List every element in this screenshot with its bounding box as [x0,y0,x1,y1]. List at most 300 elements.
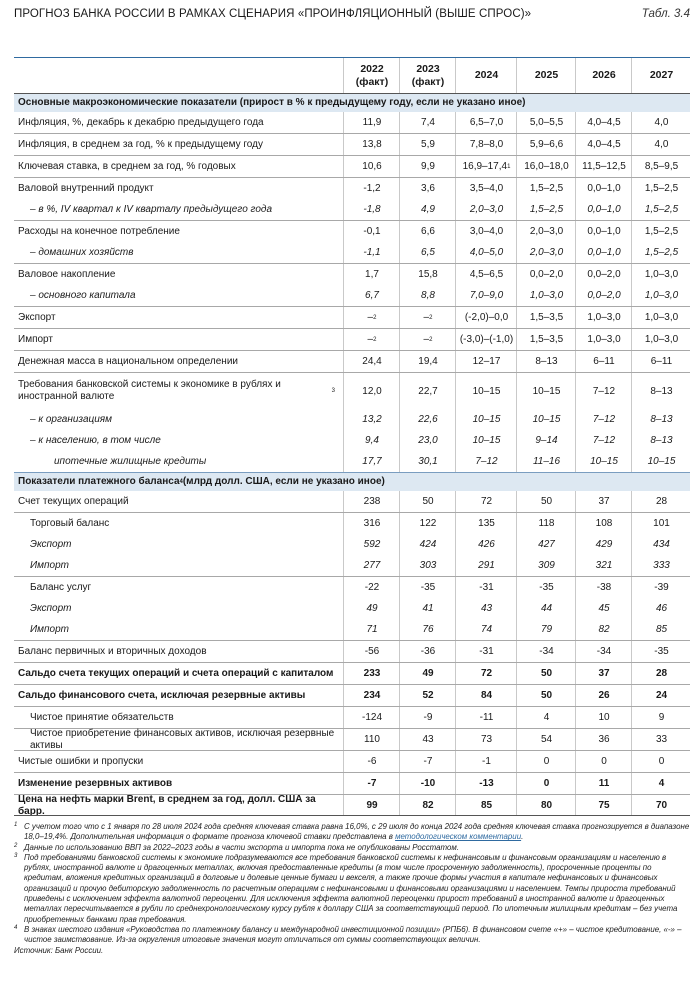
cell-2023 [399,156,456,177]
cell-2022 [343,134,400,155]
cell-value: 333 [653,560,670,571]
table-row [14,112,690,133]
cell-2025 [516,451,576,472]
cell-2025 [516,199,576,220]
cell-value: 4 [543,712,550,723]
cell-2025 [516,264,576,285]
row-label [30,707,335,728]
cell-value: 0 [543,756,550,767]
section-title-rest: (млрд долл. США, если не указано иное) [182,476,385,487]
row-label [18,178,335,199]
table-number: Табл. 3.4 [641,8,690,20]
cell-value: 10–15 [590,456,618,467]
row-label-text: Денежная масса в национальном определении [18,355,238,367]
row-label-text: Сальдо финансового счета, исключая резервные активы [18,689,306,701]
cell-2027 [631,707,691,728]
row-label-text: Инфляция, %, декабрь к декабрю предыдущего года [18,116,264,128]
cell-2024 [455,534,517,555]
row-label-text: Инфляция, в среднем за год, % к предыдущему году [18,138,263,150]
cell-2027 [631,663,691,684]
section-header [14,94,690,112]
cell-value: 424 [419,539,437,550]
table-row [14,306,690,328]
cell-2023 [399,199,456,220]
cell-2027 [631,242,691,263]
cell-2024 [455,178,517,199]
cell-2026 [575,178,632,199]
table-row [14,263,690,285]
cell-value: 13,8 [362,139,382,150]
cell-2026 [575,199,632,220]
cell-value: 2,0–3,0 [529,226,564,237]
cell-2022 [343,451,400,472]
cell-2022: – 2 [343,307,400,328]
row-label-text: Чистое приобретение финансовых активов, исключая резервные активы [30,727,335,751]
cell-value: 80 [540,800,553,811]
cell-2022 [343,430,400,451]
cell-2023 [399,795,456,816]
cell-2024 [455,663,517,684]
cell-value: 0,0–1,0 [587,183,621,194]
cell-2023 [399,373,456,409]
table-row [14,662,690,684]
cell-value: 45 [598,603,610,614]
cell-2026 [575,221,632,242]
cell-value: 85 [655,624,668,635]
cell-value: – [423,334,430,345]
table-row [14,199,690,220]
table-row [14,220,690,242]
cell-2027 [631,112,691,133]
cell-2022 [343,729,400,750]
row-label [18,156,335,177]
cell-value: -31 [479,646,494,657]
row-label [30,199,335,220]
cell-2026 [575,534,632,555]
cell-value: 1,7 [365,269,379,280]
cell-2023: – 2 [399,307,456,328]
footnote-text: Данные по использованию ВВП за 2022–2023 годы в части экспорта и импорта пока не опубликованы Росстатом. [24,842,460,852]
row-label [30,242,335,263]
cell-2027 [631,199,691,220]
cell-2026 [575,307,632,328]
cell-value: 26 [598,690,610,701]
row-label-text: Чистое принятие обязательств [30,711,174,723]
cell-2027 [631,178,691,199]
cell-2024 [455,430,517,451]
column-header-row [14,58,690,93]
cell-2022 [343,178,400,199]
cell-2025 [516,729,576,750]
row-label-text: Счет текущих операций [18,495,129,507]
cell-2027 [631,513,691,534]
cell-2026 [575,685,632,706]
footnote-text: В знаках шестого издания «Руководства по платежному балансу и международной инвестиционной позиции» (РПБ6). В финансовом счете «+» – чистое кредитование, «-» – чистое заимствование. Из-за округления итоговые значения могут отличаться от суммы соответствующих величин. [24,924,682,945]
cell-2026 [575,795,632,816]
cell-2022 [343,773,400,794]
footnote-number: 1 [14,822,18,828]
cell-value: 30,1 [418,456,438,467]
cell-value: 6,5–7,0 [469,117,504,128]
cell-value: 5,0–5,5 [529,117,564,128]
row-label-text: Баланс услуг [30,581,92,593]
cell-2026 [575,264,632,285]
table-row [14,534,690,555]
cell-2024: 16,9–17,4 1 [455,156,517,177]
column-year: 2024 [474,69,499,81]
cell-value: 233 [363,668,381,679]
cell-value: 72 [480,668,493,679]
cell-value: -31 [479,582,494,593]
row-label [18,663,335,684]
cell-2022 [343,555,400,576]
cell-value: – [367,312,374,323]
cell-value: 8,8 [421,290,435,301]
cell-value: 12–17 [472,356,501,367]
cell-2027 [631,598,691,619]
cell-2027 [631,221,691,242]
table-row [14,285,690,306]
footnote-tail: . [521,832,524,842]
cell-value: 316 [363,518,381,529]
cell-value: 16,0–18,0 [524,161,569,172]
cell-value: 10 [598,712,610,723]
cell-value: 592 [363,539,381,550]
cell-value: 49 [422,668,434,679]
cell-value: 43 [422,734,434,745]
cell-value: -34 [596,646,612,657]
row-label-text: – в %, IV квартал к IV кварталу предыдущего года [30,203,273,215]
row-label-text: Расходы на конечное потребление [18,225,180,237]
cell-value: 0,0–1,0 [587,226,621,237]
cell-2025 [516,221,576,242]
row-label [18,641,335,662]
cell-value: 1,5–2,5 [529,204,564,215]
cell-2026 [575,156,632,177]
row-label [30,729,335,750]
cell-2024 [455,329,517,350]
cell-2022 [343,513,400,534]
cell-2025 [516,178,576,199]
cell-2027 [631,555,691,576]
row-label [30,555,335,576]
bottom-rule [14,815,690,816]
cell-2022 [343,221,400,242]
cell-value: 1,5–2,5 [644,204,679,215]
cell-2023 [399,707,456,728]
cell-value: 3,5–4,0 [469,183,504,194]
footnote-number: 4 [14,924,18,931]
cell-value: 303 [419,560,437,571]
cell-value: 1,5–2,5 [644,183,679,194]
row-label-text: Цена на нефть марки Brent, в среднем за год, долл. США за барр. [18,793,316,817]
table-row [14,728,690,750]
cell-value: 1,0–3,0 [529,290,564,301]
cell-value: 3,0–4,0 [469,226,504,237]
cell-value: 1,0–3,0 [644,290,679,301]
methodology-link[interactable]: методологическом комментарии [395,832,522,842]
cell-2024 [455,555,517,576]
cell-value: 84 [480,690,493,701]
section-title-text: Показатели платежного баланса [18,476,180,487]
column-subtitle: (факт) [411,75,445,88]
cell-value: -13 [479,778,494,789]
cell-value: 49 [366,603,378,614]
column-header-2027 [631,58,691,93]
footnote-4 [14,925,692,946]
cell-2026 [575,641,632,662]
cell-2026 [575,707,632,728]
cell-2027 [631,264,691,285]
footnote-2 [14,843,692,853]
cell-2024 [455,264,517,285]
cell-value: 6,7 [365,290,379,301]
cell-2023: – 2 [399,329,456,350]
table-row [14,372,690,409]
cell-value: 11–16 [532,456,561,467]
cell-value: 15,8 [418,269,438,280]
cell-2027 [631,373,691,409]
cell-value: 10–15 [532,414,561,425]
column-header-2023 [399,58,456,93]
cell-value: -35 [654,646,669,657]
column-subtitle: (факт) [355,75,389,88]
cell-value: 50 [540,668,553,679]
table-body [14,94,690,816]
cell-value: 43 [480,603,493,614]
cell-value: -35 [420,582,436,593]
cell-value: 10–15 [532,385,561,397]
cell-2026 [575,577,632,598]
row-label [18,773,335,794]
cell-2024 [455,773,517,794]
cell-2023 [399,351,456,372]
cell-value: 291 [478,560,495,571]
cell-2026 [575,451,632,472]
table-row [14,794,690,816]
cell-value: -9 [423,712,433,723]
cell-2023 [399,641,456,662]
cell-2023 [399,598,456,619]
cell-2026 [575,430,632,451]
footnote-number: 3 [14,852,18,859]
table-row [14,576,690,598]
footnote-text: С учетом того что с 1 января по 28 июля 2024 года средняя ключевая ставка равна 16,0%, с 29 июля до конца 2024 года средняя ключевая ставка прогнозируется в диапазоне 18,0–19,4%. Дополнительная информация о формате прогноза ключевой ставки представлена в [24,822,690,842]
row-label-text: Экспорт [30,602,72,614]
row-label-text: Требования банковской системы к экономике в рублях и иностранной валюте [18,379,281,402]
row-label [30,577,335,598]
footnote-3 [14,853,692,925]
row-label [18,307,335,328]
cell-value: 6–11 [593,356,615,367]
cell-2027 [631,409,691,430]
cell-value: 4,0 [654,117,669,128]
cell-2023 [399,729,456,750]
cell-value: 10–15 [472,385,501,397]
cell-2022 [343,285,400,306]
cell-2026 [575,619,632,640]
cell-2024 [455,795,517,816]
cell-value: 101 [653,518,670,529]
cell-value: 0 [543,778,550,789]
cell-2025 [516,491,576,512]
cell-2027 [631,285,691,306]
cell-value: -1,1 [363,247,381,258]
cell-value: 73 [480,734,493,745]
cell-value: 10–15 [472,435,501,446]
cell-value: 0,0–2,0 [587,290,621,301]
cell-2027 [631,451,691,472]
cell-value: 4,0–4,5 [587,117,621,128]
column-header-2024 [455,58,517,93]
row-label [18,112,335,133]
table-row [14,430,690,451]
row-label [18,351,335,372]
table-row [14,155,690,177]
cell-value: 2,0–3,0 [529,247,564,258]
cell-2026 [575,112,632,133]
cell-2026 [575,513,632,534]
cell-2023 [399,577,456,598]
row-label-text: Экспорт [30,538,72,550]
cell-value: 8–13 [650,414,673,425]
cell-value: 0 [601,756,607,767]
cell-value: 4,5–6,5 [469,269,504,280]
row-label-text: Сальдо счета текущих операций и счета операций с капиталом [18,667,334,679]
cell-value: 1,0–3,0 [644,269,679,280]
cell-2027 [631,534,691,555]
cell-value: 8,5–9,5 [644,161,679,172]
cell-2022 [343,373,400,409]
section-title-text: Основные макроэкономические показатели (прирост в % к предыдущему году, если не указано иное) [18,97,526,108]
cell-2022 [343,751,400,772]
cell-2022 [343,264,400,285]
cell-2025 [516,707,576,728]
cell-2024 [455,729,517,750]
cell-2024 [455,619,517,640]
cell-2022 [343,156,400,177]
cell-value: 10,6 [362,161,382,172]
cell-value: 11,5–12,5 [582,161,626,172]
cell-2025 [516,598,576,619]
cell-value: 10–15 [647,456,676,467]
cell-value: 22,6 [418,414,438,425]
cell-2027 [631,351,691,372]
cell-value: 4 [658,778,665,789]
footnote-1 [14,822,692,843]
cell-2027 [631,685,691,706]
cell-2024 [455,221,517,242]
cell-2022 [343,685,400,706]
cell-value: 434 [653,539,670,550]
row-label [30,285,335,306]
row-label-text: ипотечные жилищные кредиты [54,455,207,467]
cell-value: 3,6 [421,183,435,194]
cell-2026 [575,663,632,684]
column-year: 2025 [534,69,559,81]
cell-2025 [516,285,576,306]
cell-2022 [343,795,400,816]
cell-value: 41 [422,603,434,614]
cell-value: 110 [364,734,380,745]
cell-value: -11 [479,712,494,723]
row-label-text: – домашних хозяйств [30,246,134,258]
cell-value: 36 [598,734,610,745]
cell-value: 1,0–3,0 [587,312,621,323]
row-label-text: Импорт [30,559,69,571]
cell-2026 [575,351,632,372]
column-year: 2026 [592,69,616,81]
cell-value: 6,5 [421,247,435,258]
cell-2022 [343,598,400,619]
column-year: 2027 [649,69,674,81]
cell-2024 [455,199,517,220]
table-row [14,491,690,512]
cell-value: 108 [595,518,613,529]
cell-2023 [399,751,456,772]
column-header-2025 [516,58,576,93]
cell-value: -1,2 [363,183,381,194]
cell-value: 99 [366,800,378,811]
cell-value: 122 [419,518,437,529]
cell-value: -38 [596,582,612,593]
cell-value: 1,5–2,5 [644,226,679,237]
cell-2025 [516,112,576,133]
cell-value: 0,0–1,0 [587,204,621,215]
cell-2026 [575,491,632,512]
cell-value: 13,2 [362,414,382,425]
cell-value: – [423,312,430,323]
cell-value: 28 [655,496,668,507]
table-row [14,328,690,350]
cell-value: 118 [538,518,555,529]
cell-value: 23,0 [418,435,438,446]
footnote-number: 2 [14,842,18,849]
cell-2025 [516,619,576,640]
cell-2023 [399,134,456,155]
cell-2025 [516,134,576,155]
cell-value: 6,6 [421,226,435,237]
cell-2024 [455,242,517,263]
cell-2026 [575,555,632,576]
table-row [14,350,690,372]
cell-2025 [516,773,576,794]
cell-2024 [455,598,517,619]
section-title: Показатели платежного баланса 4 (млрд долл. США, если не указано иное) [18,476,385,487]
table-row [14,409,690,430]
cell-value: (-3,0)–(-1,0) [459,334,514,345]
cell-2024 [455,351,517,372]
cell-2025 [516,795,576,816]
cell-2025 [516,641,576,662]
cell-value: -7 [367,778,377,789]
row-label [18,795,335,816]
row-label-text: Импорт [18,333,53,345]
cell-value: 17,7 [362,456,382,467]
cell-2024 [455,577,517,598]
cell-value: 426 [478,539,495,550]
cell-value: -56 [364,646,380,657]
cell-value: 7,4 [421,117,435,128]
table-row [14,706,690,728]
cell-2025 [516,513,576,534]
table-row [14,772,690,794]
cell-2025 [516,373,576,409]
cell-value: 28 [655,668,668,679]
cell-2022 [343,242,400,263]
row-label-text: Торговый баланс [30,517,110,529]
row-label-text: – основного капитала [30,289,136,301]
